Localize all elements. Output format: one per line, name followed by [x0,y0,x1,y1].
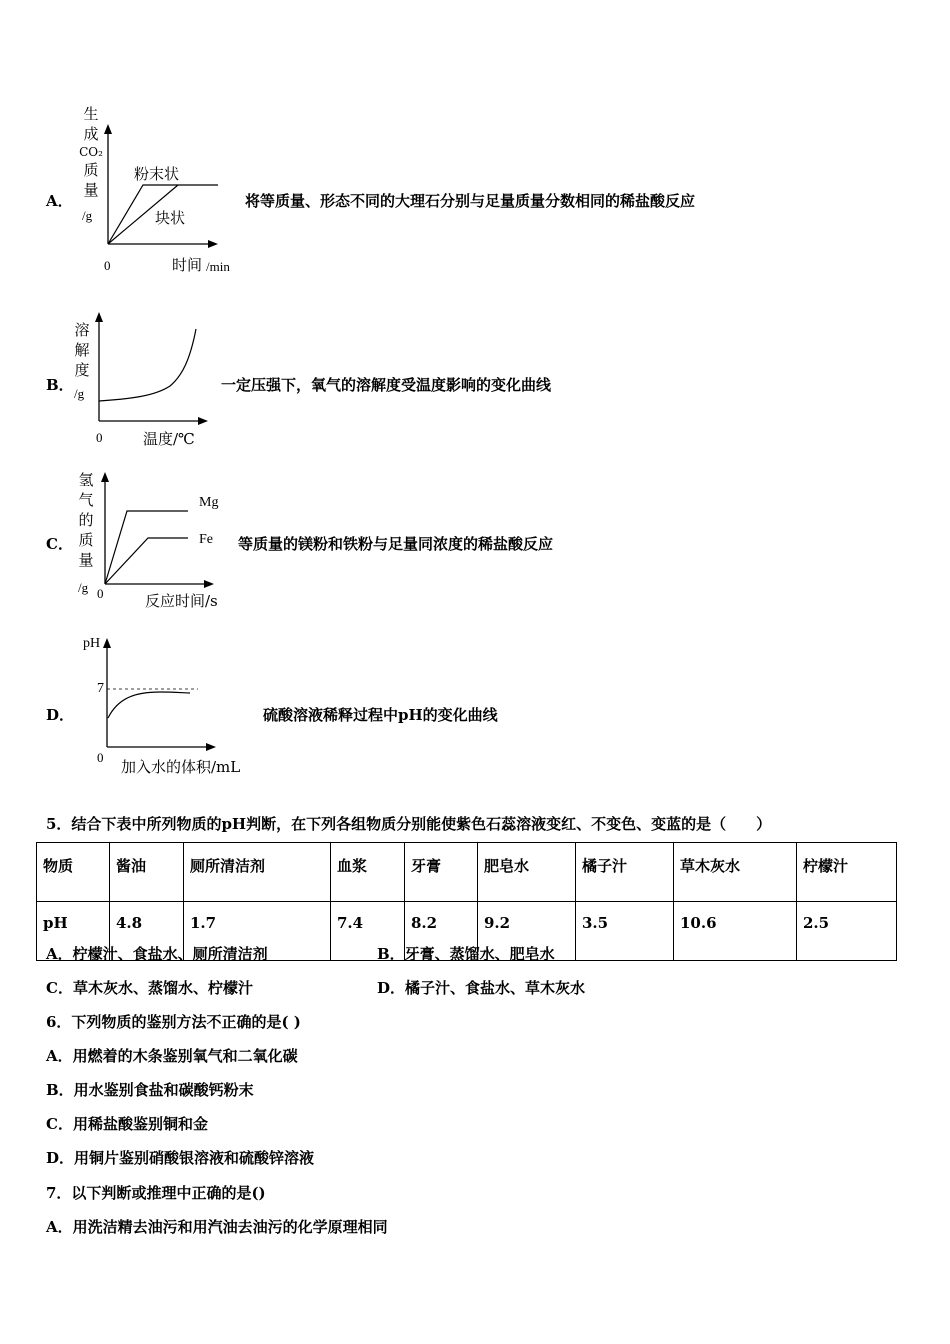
graph-b-y-char: 溶 [74,321,90,339]
table-cell: 橘子汁 [576,843,674,902]
option-letter-b: B． [46,376,74,394]
q5-choice-b[interactable]: B．牙膏、蒸馏水、肥皂水 [377,945,555,963]
graph-a-x-unit: /min [206,259,230,274]
graph-d-x-label: 加入水的体积/mL [121,758,241,776]
graph-c-mg-label: Mg [199,495,219,510]
graph-a-y-char: 成 [83,125,99,143]
table-cell: 4.8 [110,902,184,961]
table-cell: 厕所清洁剂 [184,843,331,902]
table-cell: 肥皂水 [478,843,576,902]
q6-choice-b[interactable]: B．用水鉴别食盐和碳酸钙粉末 [46,1081,254,1099]
table-cell: 血浆 [331,843,405,902]
graph-d-y-arrow [103,638,111,648]
q6-choice-d[interactable]: D．用铜片鉴别硝酸银溶液和硫酸锌溶液 [46,1149,315,1167]
table-cell: 7.4 [331,902,405,961]
graph-a-block-label: 块状 [155,209,186,227]
q6-stem: 6．下列物质的鉴别方法不正确的是( ) [46,1013,301,1031]
graph-c-y-char: 量 [78,551,94,569]
graph-c-y-char: 氢 [78,471,94,489]
table-cell: 酱油 [110,843,184,902]
option-letter-a: A． [46,192,73,210]
q5-choice-d[interactable]: D．橘子汁、食盐水、草木灰水 [377,979,586,997]
q5-stem: 5．结合下表中所列物质的pH判断，在下列各组物质分别能使紫色石蕊溶液变红、不变色、变蓝的是（ ） [46,815,772,833]
option-d-description: 硫酸溶液稀释过程中pH的变化曲线 [263,706,498,724]
table-header-row [37,843,897,902]
table-cell: 8.2 [405,902,478,961]
q6-choice-a[interactable]: A．用燃着的木条鉴别氧气和二氧化碳 [46,1047,298,1065]
graph-d-ref-value: 7 [97,681,104,696]
q6-choice-c[interactable]: C．用稀盐酸鉴别铜和金 [46,1115,208,1133]
graph-d-x-arrow [206,743,216,751]
table-cell: 9.2 [478,902,576,961]
graph-c-x-label: 反应时间/s [145,592,218,610]
graph-d-y-label: pH [83,636,101,651]
option-b-description: 一定压强下，氧气的溶解度受温度影响的变化曲线 [221,376,552,394]
graph-a-y-char: 质 [83,161,99,179]
q5-choice-c[interactable]: C．草木灰水、蒸馏水、柠檬汁 [46,979,253,997]
table-cell: 3.5 [576,902,674,961]
option-letter-c: C． [46,535,73,553]
graph-b-y-char: 解 [74,341,90,359]
q5-choice-a[interactable]: A．柠檬汁、食盐水、厕所清洁剂 [46,945,268,963]
graph-d-curve [108,692,190,718]
graph-b-y-char: 度 [74,361,90,379]
graph-a-y-unit: /g [82,208,93,223]
table-cell: 2.5 [797,902,897,961]
graph-a-y-char: 量 [83,181,99,199]
option-a-description: 将等质量、形态不同的大理石分别与足量质量分数相同的稀盐酸反应 [245,192,696,210]
table-cell: 10.6 [674,902,797,961]
option-c-description: 等质量的镁粉和铁粉与足量同浓度的稀盐酸反应 [238,535,554,553]
q7-stem: 7．以下判断或推理中正确的是() [46,1184,266,1202]
graph-b-origin: 0 [96,430,103,445]
table-cell: pH [37,902,110,961]
graph-a-origin: 0 [104,258,111,273]
table-cell: 物质 [37,843,110,902]
table-cell: 1.7 [184,902,331,961]
graph-c-origin: 0 [97,586,104,601]
table-cell: 牙膏 [405,843,478,902]
graph-d-origin: 0 [97,750,104,765]
option-letter-d: D． [46,706,75,724]
graph-a-y-char: 生 [83,105,99,123]
table-cell: 草木灰水 [674,843,797,902]
q7-choice-a[interactable]: A．用洗洁精去油污和用汽油去油污的化学原理相同 [46,1218,388,1236]
graph-a-y-co2: CO₂ [79,145,103,159]
graph-a-powder-label: 粉末状 [134,165,180,183]
graph-a-x-label: 时间 [172,256,203,274]
graph-c-y-char: 的 [78,511,94,529]
graph-c-y-char: 气 [78,491,94,509]
graph-b-y-unit: /g [74,386,85,401]
graph-c-fe-label: Fe [199,532,213,547]
graph-c-y-char: 质 [78,531,94,549]
graph-c-y-unit: /g [78,580,89,595]
graph-b-x-label: 温度/℃ [143,430,195,448]
table-cell: 柠檬汁 [797,843,897,902]
